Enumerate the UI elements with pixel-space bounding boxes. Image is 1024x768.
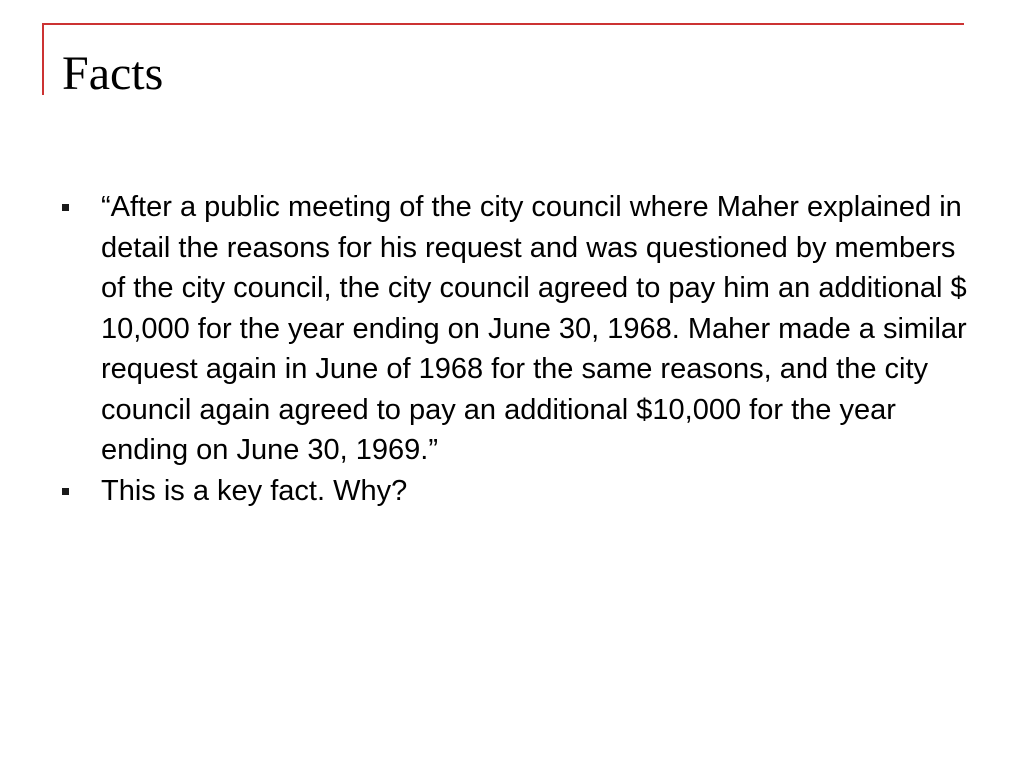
slide-title: Facts (62, 47, 164, 100)
title-accent-line-vertical (42, 23, 44, 95)
bullet-list (62, 187, 972, 511)
bullet-item-question (62, 471, 972, 512)
bullet-text: “After a public meeting of the city council where Maher explained in detail the reasons for his request and was questioned by members of the city council, the city council agreed to pay him an additional $ 10,000 for the year ending on June 30, 1968. Maher made a similar request again in June of 1968 for the same reasons, and the city council again agreed to pay an additional $10,000 for the year ending on June 30, 1969.” (101, 191, 967, 466)
square-bullet-icon (62, 204, 69, 211)
title-accent-line-horizontal (42, 23, 964, 25)
bullet-text: This is a key fact. Why? (101, 474, 408, 507)
square-bullet-icon (62, 488, 69, 495)
bullet-item-quote (62, 187, 972, 471)
